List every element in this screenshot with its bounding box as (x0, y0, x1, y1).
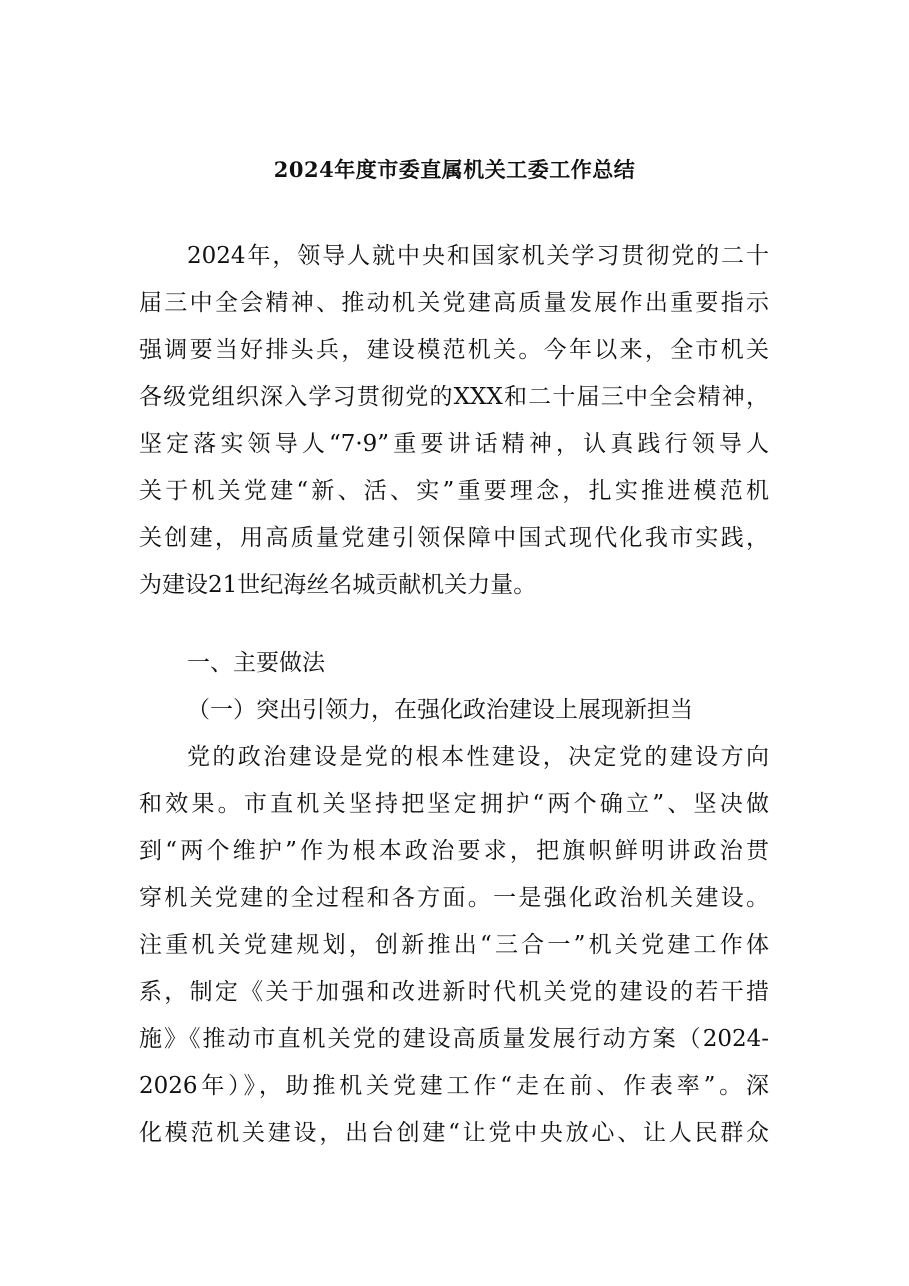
paragraph-line: 关于机关党建“新、活、实”重要理念，扎实推进模范机 (139, 478, 769, 504)
paragraph-line: 关创建，用高质量党建引领保障中国式现代化我市实践， (139, 525, 769, 551)
paragraph-line: 化模范机关建设，出台创建“让党中央放心、让人民群众 (139, 1120, 769, 1146)
paragraph-line: 为建设21世纪海丝名城贡献机关力量。 (139, 572, 537, 598)
paragraph-line: 2026年）》，助推机关党建工作“走在前、作表率”。深 (139, 1073, 769, 1099)
document-title: 2024年度市委直属机关工委工作总结 (273, 157, 636, 182)
paragraph-line: 党的政治建设是党的根本性建设，决定党的建设方向 (187, 744, 769, 770)
paragraph-line: 强调要当好排头兵，建设模范机关。今年以来，全市机关 (139, 337, 769, 363)
paragraph-line: 坚定落实领导人“7·9”重要讲话精神，认真践行领导人 (139, 431, 769, 457)
section-heading: 一、主要做法 (187, 650, 325, 676)
paragraph-line: 到“两个维护”作为根本政治要求，把旗帜鲜明讲政治贯 (139, 838, 769, 864)
paragraph-line: 穿机关党建的全过程和各方面。一是强化政治机关建设。 (139, 885, 769, 911)
paragraph-line: 和效果。市直机关坚持把坚定拥护“两个确立”、坚决做 (139, 791, 769, 817)
paragraph-line: 注重机关党建规划，创新推出“三合一”机关党建工作体 (139, 932, 769, 958)
paragraph-line: 各级党组织深入学习贯彻党的XXX和二十届三中全会精神， (139, 384, 769, 410)
paragraph-line: 届三中全会精神、推动机关党建高质量发展作出重要指示 (139, 290, 769, 316)
paragraph-line: 系，制定《关于加强和改进新时代机关党的建设的若干措 (139, 979, 769, 1005)
paragraph-line: 施》《推动市直机关党的建设高质量发展行动方案（2024- (139, 1026, 769, 1052)
paragraph-line: 2024年，领导人就中央和国家机关学习贯彻党的二十 (187, 243, 769, 269)
section-subheading: （一）突出引领力，在强化政治建设上展现新担当 (187, 697, 693, 723)
